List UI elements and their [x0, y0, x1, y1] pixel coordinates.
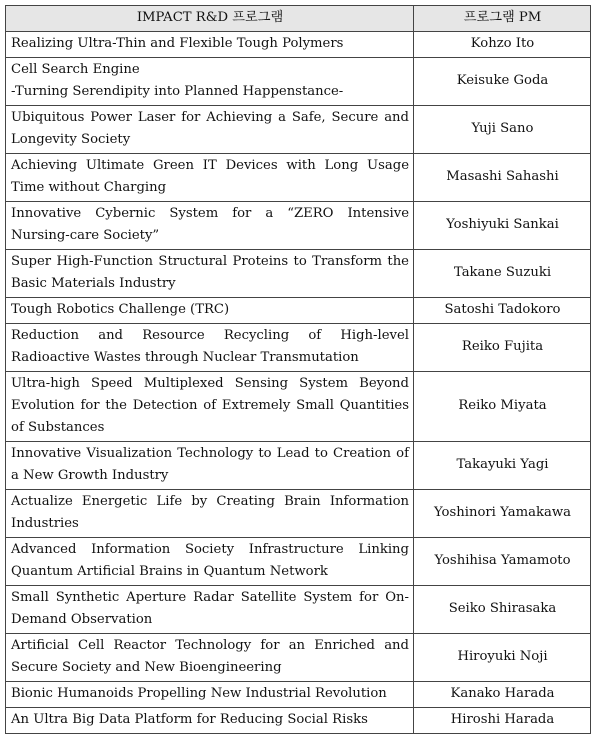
- table-row: [6, 324, 591, 372]
- project-name: Ultra-high Speed Multiplexed Sensing System Beyond Evolution for the Detection of Extremely Small Quantities of Substances: [6, 372, 414, 442]
- table-row: [6, 202, 591, 250]
- pm-name: Yuji Sano: [414, 106, 591, 154]
- pm-name: Hiroyuki Noji: [414, 634, 591, 682]
- table-row: [6, 298, 591, 324]
- pm-name: Kanako Harada: [414, 682, 591, 708]
- pm-name: Takayuki Yagi: [414, 442, 591, 490]
- pm-name: Seiko Shirasaka: [414, 586, 591, 634]
- header-program: IMPACT R&D 프로그램: [6, 6, 414, 32]
- pm-name: Reiko Miyata: [414, 372, 591, 442]
- table-row: [6, 586, 591, 634]
- project-name: Innovative Visualization Technology to Lead to Creation of a New Growth Industry: [6, 442, 414, 490]
- project-name: Small Synthetic Aperture Radar Satellite System for On-Demand Observation: [6, 586, 414, 634]
- pm-name: Yoshinori Yamakawa: [414, 490, 591, 538]
- project-name: An Ultra Big Data Platform for Reducing Social Risks: [6, 708, 414, 734]
- pm-name: Reiko Fujita: [414, 324, 591, 372]
- project-name: Tough Robotics Challenge (TRC): [6, 298, 414, 324]
- pm-name: Kohzo Ito: [414, 32, 591, 58]
- table-row: [6, 58, 591, 106]
- project-name: Bionic Humanoids Propelling New Industrial Revolution: [6, 682, 414, 708]
- table-row: [6, 538, 591, 586]
- header-pm: 프로그램 PM: [414, 6, 591, 32]
- pm-name: Yoshiyuki Sankai: [414, 202, 591, 250]
- pm-name: Hiroshi Harada: [414, 708, 591, 734]
- table-row: [6, 682, 591, 708]
- table-row: [6, 106, 591, 154]
- project-name: Realizing Ultra-Thin and Flexible Tough Polymers: [6, 32, 414, 58]
- pm-name: Takane Suzuki: [414, 250, 591, 298]
- table-row: [6, 490, 591, 538]
- project-name: Actualize Energetic Life by Creating Brain Information Industries: [6, 490, 414, 538]
- table-row: [6, 32, 591, 58]
- pm-name: Yoshihisa Yamamoto: [414, 538, 591, 586]
- pm-name: Satoshi Tadokoro: [414, 298, 591, 324]
- table-row: [6, 708, 591, 734]
- project-name: Achieving Ultimate Green IT Devices with Long Usage Time without Charging: [6, 154, 414, 202]
- project-name: Reduction and Resource Recycling of High-level Radioactive Wastes through Nuclear Transmutation: [6, 324, 414, 372]
- project-name: Advanced Information Society Infrastructure Linking Quantum Artificial Brains in Quantum Network: [6, 538, 414, 586]
- project-name: Innovative Cybernic System for a “ZERO Intensive Nursing-care Society”: [6, 202, 414, 250]
- project-name: Ubiquitous Power Laser for Achieving a Safe, Secure and Longevity Society: [6, 106, 414, 154]
- header-row: [6, 6, 591, 32]
- program-table: [5, 5, 591, 734]
- table-row: [6, 154, 591, 202]
- table-row: [6, 250, 591, 298]
- pm-name: Keisuke Goda: [414, 58, 591, 106]
- table-row: [6, 442, 591, 490]
- project-name: Artificial Cell Reactor Technology for an Enriched and Secure Society and New Bioengineering: [6, 634, 414, 682]
- table-row: [6, 372, 591, 442]
- table-row: [6, 634, 591, 682]
- project-name: Super High-Function Structural Proteins to Transform the Basic Materials Industry: [6, 250, 414, 298]
- project-name: Cell Search Engine -Turning Serendipity into Planned Happenstance-: [6, 58, 414, 106]
- pm-name: Masashi Sahashi: [414, 154, 591, 202]
